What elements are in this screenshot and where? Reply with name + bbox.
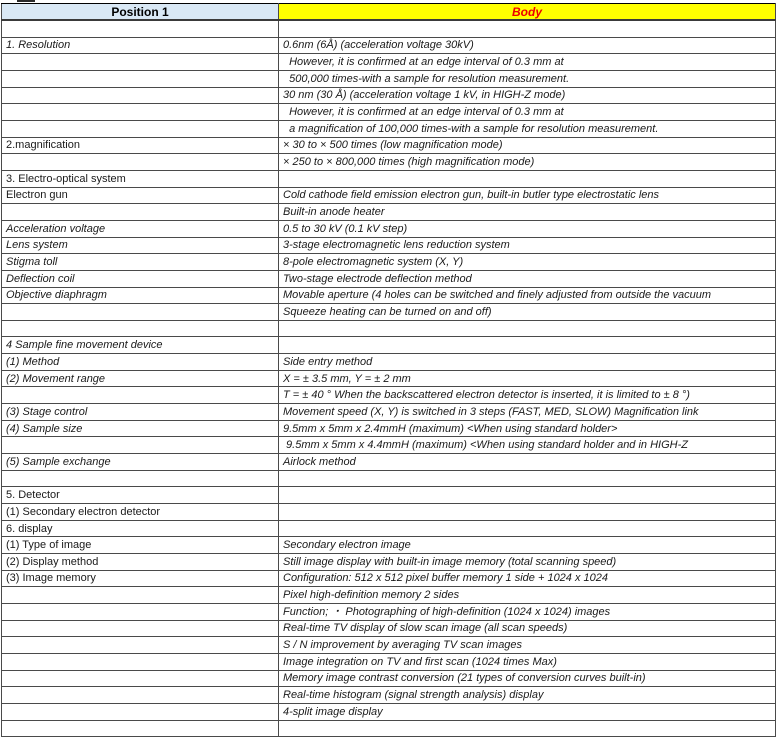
position-cell: (2) Display method [2,554,279,571]
body-cell [279,720,776,737]
position-cell [2,304,279,321]
position-cell: Acceleration voltage [2,220,279,237]
position-cell [2,70,279,87]
table-row [2,554,776,571]
position-cell [2,320,279,337]
table-row [2,270,776,287]
body-cell: S / N improvement by averaging TV scan images [279,637,776,654]
table-row [2,20,776,37]
position-cell: (1) Secondary electron detector [2,504,279,521]
spec-table [1,3,776,737]
body-cell: Squeeze heating can be turned on and off) [279,304,776,321]
body-cell: 4-split image display [279,703,776,720]
position-cell: Lens system [2,237,279,254]
position-cell: 1. Resolution [2,37,279,54]
body-cell: Pixel high-definition memory 2 sides [279,587,776,604]
body-cell [279,487,776,504]
table-row [2,620,776,637]
body-cell: Function; ・ Photographing of high-definition (1024 x 1024) images [279,603,776,620]
position-cell: (5) Sample exchange [2,454,279,471]
table-row [2,254,776,271]
body-cell: Secondary electron image [279,537,776,554]
table-row [2,587,776,604]
position-cell [2,437,279,454]
table-row [2,437,776,454]
table-row [2,603,776,620]
position-cell [2,620,279,637]
position-cell [2,720,279,737]
clipped-text-remnant [17,0,35,2]
position-cell: 5. Detector [2,487,279,504]
table-row [2,454,776,471]
body-cell: Memory image contrast conversion (21 types of conversion curves built-in) [279,670,776,687]
position-cell: Stigma toll [2,254,279,271]
body-cell [279,320,776,337]
body-cell: Configuration: 512 x 512 pixel buffer memory 1 side + 1024 x 1024 [279,570,776,587]
position-cell [2,54,279,71]
position-cell: Deflection coil [2,270,279,287]
table-row [2,520,776,537]
table-row [2,37,776,54]
body-cell: 0.6nm (6Å) (acceleration voltage 30kV) [279,37,776,54]
position-cell: 3. Electro-optical system [2,170,279,187]
body-cell [279,504,776,521]
body-cell: However, it is confirmed at an edge interval of 0.3 mm at [279,104,776,121]
position-cell [2,587,279,604]
body-cell: 3-stage electromagnetic lens reduction system [279,237,776,254]
table-row [2,703,776,720]
table-row [2,570,776,587]
body-cell: Real-time histogram (signal strength analysis) display [279,687,776,704]
body-cell: X = ± 3.5 mm, Y = ± 2 mm [279,370,776,387]
body-cell: Side entry method [279,354,776,371]
column-header-position1: Position 1 [2,4,279,21]
position-cell [2,653,279,670]
body-cell: However, it is confirmed at an edge interval of 0.3 mm at [279,54,776,71]
body-cell: Real-time TV display of slow scan image (all scan speeds) [279,620,776,637]
position-cell: 4 Sample fine movement device [2,337,279,354]
body-cell [279,170,776,187]
table-row [2,170,776,187]
table-row [2,70,776,87]
table-row [2,187,776,204]
body-cell: Movable aperture (4 holes can be switched and finely adjusted from outside the vacuum [279,287,776,304]
table-row [2,487,776,504]
position-cell: (1) Method [2,354,279,371]
body-cell: Image integration on TV and first scan (1024 times Max) [279,653,776,670]
table-row [2,287,776,304]
position-cell [2,387,279,404]
body-cell [279,337,776,354]
position-cell [2,104,279,121]
table-row [2,687,776,704]
position-cell [2,470,279,487]
table-row [2,204,776,221]
table-row [2,720,776,737]
position-cell: 2.magnification [2,137,279,154]
table-row [2,637,776,654]
table-row [2,137,776,154]
position-cell [2,687,279,704]
position-cell [2,637,279,654]
body-cell [279,520,776,537]
table-row [2,237,776,254]
table-row [2,404,776,421]
position-cell [2,87,279,104]
position-cell: Electron gun [2,187,279,204]
table-row [2,354,776,371]
position-cell [2,703,279,720]
body-cell: × 250 to × 800,000 times (high magnification mode) [279,154,776,171]
table-row [2,154,776,171]
header-row [2,4,776,21]
table-row [2,370,776,387]
body-cell [279,20,776,37]
body-cell: Cold cathode field emission electron gun, built-in butler type electrostatic lens [279,187,776,204]
table-row [2,387,776,404]
body-cell: 30 nm (30 Å) (acceleration voltage 1 kV, in HIGH-Z mode) [279,87,776,104]
position-cell [2,670,279,687]
table-row [2,104,776,121]
position-cell [2,603,279,620]
body-cell: Built-in anode heater [279,204,776,221]
table-row [2,420,776,437]
body-cell: 0.5 to 30 kV (0.1 kV step) [279,220,776,237]
position-cell [2,154,279,171]
position-cell: (3) Stage control [2,404,279,421]
column-header-body: Body [279,4,776,21]
body-cell: T = ± 40 ° When the backscattered electron detector is inserted, it is limited to ± 8 °) [279,387,776,404]
spec-table-body [2,20,776,737]
position-cell: 6. display [2,520,279,537]
table-row [2,120,776,137]
position-cell: (2) Movement range [2,370,279,387]
position-cell: (1) Type of image [2,537,279,554]
table-row [2,337,776,354]
position-cell: (3) Image memory [2,570,279,587]
body-cell: 500,000 times-with a sample for resolution measurement. [279,70,776,87]
body-cell: 9.5mm x 5mm x 2.4mmH (maximum) <When using standard holder> [279,420,776,437]
table-row [2,220,776,237]
table-row [2,537,776,554]
table-row [2,304,776,321]
body-cell: Still image display with built-in image memory (total scanning speed) [279,554,776,571]
body-cell: Movement speed (X, Y) is switched in 3 steps (FAST, MED, SLOW) Magnification link [279,404,776,421]
position-cell: (4) Sample size [2,420,279,437]
body-cell: 8-pole electromagnetic system (X, Y) [279,254,776,271]
table-row [2,670,776,687]
position-cell [2,20,279,37]
body-cell: Airlock method [279,454,776,471]
body-cell [279,470,776,487]
table-row [2,54,776,71]
table-row [2,87,776,104]
body-cell: × 30 to × 500 times (low magnification mode) [279,137,776,154]
position-cell [2,120,279,137]
body-cell: Two-stage electrode deflection method [279,270,776,287]
position-cell: Objective diaphragm [2,287,279,304]
table-row [2,320,776,337]
table-row [2,653,776,670]
body-cell: 9.5mm x 5mm x 4.4mmH (maximum) <When using standard holder and in HIGH-Z [279,437,776,454]
table-row [2,504,776,521]
position-cell [2,204,279,221]
table-row [2,470,776,487]
body-cell: a magnification of 100,000 times-with a sample for resolution measurement. [279,120,776,137]
